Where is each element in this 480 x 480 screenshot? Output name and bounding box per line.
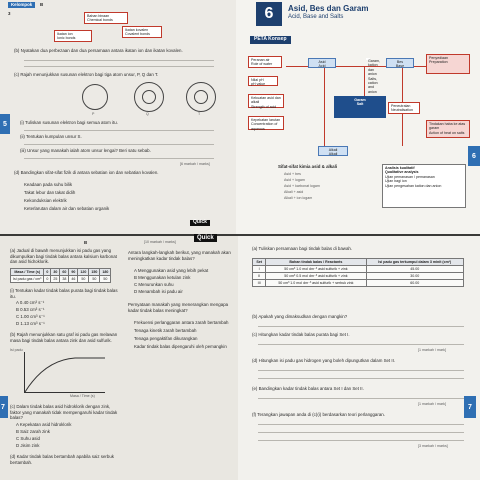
table-cell: 0 <box>44 276 51 283</box>
question-d: (d) Hitungkan isi padu gas hidrogen yang boleh dipungutkan dalam Set II. <box>252 358 396 363</box>
question-c: (c) Dalam tindak balas asid hidroklorik dengan zink, faktor yang manakah tidak mempengaruhi kadar tindak balas? <box>10 404 118 421</box>
right-col-option: A Menggunakan asid yang lebih pekat <box>134 268 209 273</box>
graph-y-label: Isi padu <box>10 348 23 352</box>
concept-chemical-bonds: Bahan binaan Chemical bonds <box>84 12 128 24</box>
question-label: 3 <box>8 11 11 16</box>
concept-ph-value: Nilai pH pH value <box>248 76 278 86</box>
question-b: (b) Rajah menunjukkan satu graf isi padu gas melawan masa bagi tindak balas antara zink dan asid sulfurik. <box>10 332 118 343</box>
chapter-title: Asid, Bes dan Garam <box>288 4 369 13</box>
concept-ionic-bonds: Ikatan ion Ionic bonds <box>54 30 92 42</box>
option-d: D Jisim zink <box>16 443 40 448</box>
table-cell: II <box>253 273 266 280</box>
table-cell: 50 cm³ 0.5 mol dm⁻³ asid sulfurik + zink <box>266 273 366 280</box>
concept-action-of-heat: Tindakan haba ke atas garam Action of heat on salts <box>426 120 470 138</box>
question-a-i: (i) Tentukan kadar tindak balas purata bagi tindak balas itu. <box>10 288 118 299</box>
quick-badge: Quick <box>190 220 210 226</box>
property-item: Alkali + asid <box>284 190 304 194</box>
header-badge: Kelompok <box>8 2 35 8</box>
table-cell: 30.00 <box>366 273 464 280</box>
table-cell: 50 <box>89 276 100 283</box>
chapter-subtitle: Acid, Base and Salts <box>288 14 344 20</box>
concept-preparation: Penyediaan Preparation <box>426 54 470 74</box>
question-e: (e) Bandingkan kadar tindak balas antara Set I dan Set II. <box>252 386 364 391</box>
concept-base: Bes Base <box>386 58 414 68</box>
gas-volume-table <box>10 268 111 283</box>
question-d: (d) Bandingkan sifat-sifat fizik di antara sebatian ion dan sebatian kovalen. <box>14 170 159 175</box>
option-a: A Kepekatan asid hidroklorik <box>16 422 72 427</box>
table-row <box>253 266 464 273</box>
concept-role-of-water: Peranan air Role of water <box>248 56 282 68</box>
table-header: 150 <box>89 269 100 276</box>
table-row <box>253 280 464 287</box>
table-row <box>253 273 464 280</box>
page-top-right <box>236 0 480 234</box>
property-item: Alkali + ion logam <box>284 196 313 200</box>
mark-label: [6 markah / marks] <box>180 162 210 166</box>
mark-label: [1 markah / mark] <box>418 348 446 352</box>
quick-badge: Quick <box>194 234 217 242</box>
properties-title: Sifat-sifat kimia asid & alkali <box>278 164 338 169</box>
table-header: 120 <box>78 269 89 276</box>
chapter-side-tab: 7 <box>464 396 476 418</box>
question-b: (b) Apakah yang dimaksudkan dengan mangkin? <box>252 314 348 319</box>
header-badge: B <box>84 240 88 245</box>
right-col-option: B Menggunakan ketulan zink <box>134 275 191 280</box>
concept-strength: Kekuatan asid dan alkali Strength of acid <box>248 94 284 108</box>
table-cell: 60.00 <box>366 280 464 287</box>
table-cell: 50 cm³ 1.0 mol dm⁻³ asid sulfurik + serbuk zink <box>266 280 366 287</box>
option-a: A 0.40 cm³ s⁻¹ <box>16 300 45 305</box>
table-cell: I <box>253 266 266 273</box>
table-cell: 38 <box>60 276 69 283</box>
atom-p-label: P <box>92 112 95 116</box>
mark-label: [10 markah / marks] <box>144 240 176 244</box>
list-item: Keterlarutan dalam air dan sebatian organik <box>24 206 110 211</box>
qualitative-analysis-title: Analisis kualitatif Qualitative analysis <box>385 166 419 175</box>
right-col-option: Tenaga pengaktifan dikurangkan <box>134 336 198 341</box>
atom-q-inner-shell <box>142 90 156 104</box>
property-item: Asid + logam <box>284 178 305 182</box>
table-cell: III <box>253 280 266 287</box>
table-header: 30 <box>51 269 60 276</box>
question-c: (c) Hitungkan kadar tindak balas purata bagi Set I. <box>252 332 350 337</box>
concept-acid: Asid Acid <box>308 58 336 68</box>
concept-concentration: Kepekatan larutan Concentration of aqueous <box>248 116 284 130</box>
table-cell: 25 <box>51 276 60 283</box>
atom-p-shell <box>82 84 108 110</box>
table-cell: 46 <box>69 276 78 283</box>
chapter-side-tab: 7 <box>0 396 8 418</box>
option-b: B 0.53 cm³ s⁻¹ <box>16 307 45 312</box>
option-d: D 1.13 cm³ s⁻¹ <box>16 321 45 326</box>
graph-curve <box>25 352 105 392</box>
question-f: (f) Terangkan jawapan anda di (c)(i) berdasarkan teori perlanggaran. <box>252 412 385 417</box>
option-c: C 1.00 cm³ s⁻¹ <box>16 314 45 319</box>
right-col-option: C Menurunkan suhu <box>134 282 174 287</box>
chapter-side-tab: 5 <box>0 114 10 134</box>
table-cell: 45.00 <box>366 266 464 273</box>
qualitative-analysis-box <box>382 164 466 208</box>
concept-salt-ions: Garam, dan anion Salts, cation and anion <box>368 59 380 94</box>
concept-neutralisation: Peneutralan Neutralisation <box>388 102 420 114</box>
concept-covalent-bonds: Ikatan kovalen Covalent bonds <box>122 26 162 38</box>
qual-item: Ujian pengesahan kation dan anion <box>385 183 442 188</box>
mark-label: [1 markah / mark] <box>418 402 446 406</box>
table-header: 60 <box>60 269 69 276</box>
table-header: 0 <box>44 269 51 276</box>
list-item: Keadaan pada suhu bilik <box>24 182 73 187</box>
qual-item: Ujian bagi ion <box>385 179 407 184</box>
right-col-option: Tenaga kinetik zarah bertambah <box>134 328 197 333</box>
peta-konsep-label: PETA Konsep <box>250 36 291 44</box>
question-c-iii: (iii) Unsur yang manakah ialah atom unsur lengai? Beri satu sebab. <box>20 148 151 153</box>
table-header: 90 <box>69 269 78 276</box>
graph-x-label: Masa / Time (s) <box>70 394 95 398</box>
property-item: Asid + bes <box>284 172 301 176</box>
reaction-sets-table <box>252 258 464 287</box>
atom-q-label: Q <box>146 112 149 116</box>
gas-volume-graph <box>24 352 105 393</box>
page-bottom-right <box>238 236 480 480</box>
table-cell: 50 <box>78 276 89 283</box>
table-cell: Isi padu gas / cm³ <box>11 276 44 283</box>
list-item: Takat lebur dan takat didih <box>24 190 76 195</box>
right-col-text: Pernyataan manakah yang menerangkan mengapa kadar tindak balas meningkat? <box>128 302 229 313</box>
atom-t-label: T <box>198 112 201 116</box>
header-mark: B <box>40 2 44 7</box>
page-bottom-left <box>0 236 240 480</box>
option-c: C Suhu asid <box>16 436 40 441</box>
table-header: Set <box>253 259 266 266</box>
chapter-side-tab: 6 <box>468 146 480 166</box>
table-cell: 50 cm³ 1.0 mol dm⁻³ asid sulfurik + zink <box>266 266 366 273</box>
table-header: Bahan tindak balas / Reactants <box>266 259 366 266</box>
property-item: Asid + karbonat logam <box>284 184 320 188</box>
question-c-ii: (ii) Tentukan kumpulan unsur S. <box>20 134 82 139</box>
question-a: (a) Jadual di bawah menunjukkan isi padu gas yang dikumpulkan bagi tindak balas antara kalsium karbonat dan asid hidroklorik. <box>10 248 117 265</box>
table-cell: 50 <box>100 276 111 283</box>
mark-label: [3 markah / marks] <box>418 444 448 448</box>
right-col-option: Kadar tindak balas dipengaruhi oleh pemangkin <box>134 344 227 349</box>
table-header: 180 <box>100 269 111 276</box>
question-b: (b) Nyatakan dua perbezaan dan dua persamaan antara ikatan ion dan ikatan kovalen. <box>14 48 183 53</box>
qual-item: Ujian pemanasan / pemanasan <box>385 174 435 179</box>
page-top-left <box>0 0 240 234</box>
option-b: B Saiz zarah zink <box>16 429 50 434</box>
question-c: (c) Rajah menunjukkan susunan elektron bagi tiga atom unsur, P, Q dan T. <box>14 72 159 77</box>
concept-center-acid-base-salts: Garam Salt <box>334 96 386 118</box>
right-col-option: D Menambah isi padu air <box>134 289 183 294</box>
table-header: Masa / Time (s) <box>11 269 44 276</box>
right-col-text: Antara langkah-langkah berikut, yang manakah akan meningkatkan kadar tindak balas? <box>128 250 231 261</box>
atom-t-inner-shell <box>194 90 208 104</box>
table-header: Isi padu gas terkumpul dalam 3 minit (cm³) <box>366 259 464 266</box>
right-col-option: Frekuensi perlanggaran antara zarah bertambah <box>134 320 229 325</box>
question-c-i: (i) Tuliskan susunan elektron bagi semua atom itu. <box>20 120 118 125</box>
list-item: Kekonduksian elektrik <box>24 198 67 203</box>
question-a: (a) Tuliskan persamaan bagi tindak balas di bawah. <box>252 246 353 251</box>
chapter-number: 6 <box>256 2 282 26</box>
question-d: (d) Kadar tindak balas bertambah apabila saiz serbuk bertambah. <box>10 454 114 465</box>
concept-alkali: Alkali Alkali <box>318 146 348 156</box>
